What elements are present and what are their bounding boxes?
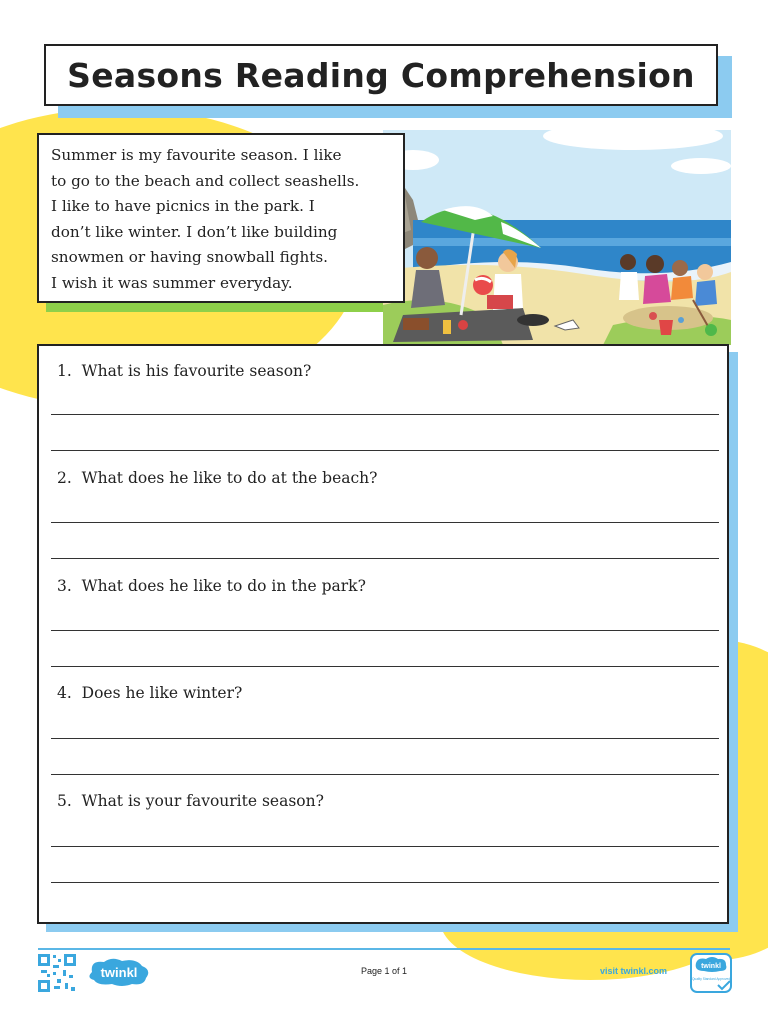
question-number: 2. [57,469,72,487]
quality-badge-icon [690,953,732,993]
passage-box [37,133,405,303]
question-5 [57,792,707,810]
visit-link[interactable]: visit twinkl.com [600,966,668,976]
question-number: 1. [57,362,72,380]
question-1 [57,362,707,380]
answer-line[interactable] [51,666,719,667]
page-number: Page 1 of 1 [360,966,408,976]
question-text: What does he like to do in the park? [81,577,366,595]
answer-line[interactable] [51,774,719,775]
badge-subtext: Quality Standard Approved [691,977,731,981]
answer-line[interactable] [51,882,719,883]
answer-line[interactable] [51,558,719,559]
question-2 [57,469,707,487]
answer-line[interactable] [51,738,719,739]
question-text: What is your favourite season? [81,792,324,810]
questions-box [37,344,729,924]
answer-line[interactable] [51,522,719,523]
question-3 [57,577,707,595]
question-text: What is his favourite season? [81,362,312,380]
footer-rule [38,948,730,950]
answer-line[interactable] [51,630,719,631]
question-number: 3. [57,577,72,595]
answer-line[interactable] [51,450,719,451]
question-4 [57,684,707,702]
answer-line[interactable] [51,846,719,847]
passage-text: Summer is my favourite season. I like to go to the beach and collect seashells. I like to have picnics in the park. I don’t like winter. I don’t like building snowmen or having snowball fights. I wish it was summer everyday. [51,146,360,292]
beach-scene-illustration [383,130,731,345]
logo-text: twinkl [100,965,138,980]
title-box [44,44,718,106]
question-text: Does he like winter? [81,684,243,702]
question-number: 4. [57,684,72,702]
page-title: Seasons Reading Comprehension [67,55,695,95]
question-number: 5. [57,792,72,810]
answer-line[interactable] [51,414,719,415]
question-text: What does he like to do at the beach? [81,469,378,487]
badge-text: twinkl [701,963,721,970]
